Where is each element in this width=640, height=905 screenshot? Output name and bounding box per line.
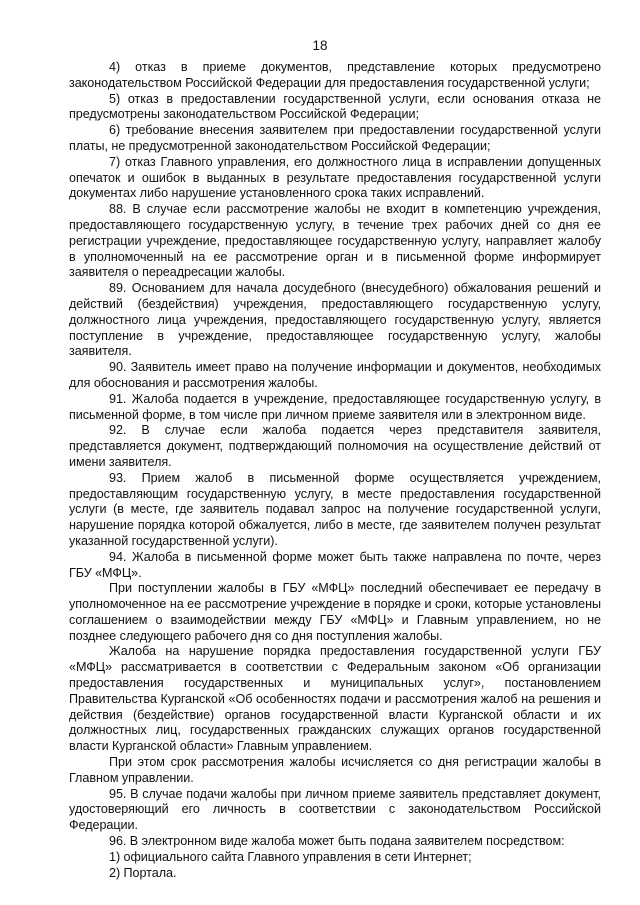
paragraph: 91. Жалоба подается в учреждение, предоставляющее государственную услугу, в письменной форме, в том числе при личном приеме заявителя или в электронном виде. [69,391,601,422]
paragraph: При этом срок рассмотрения жалобы исчисляется со дня регистрации жалобы в Главном управлении. [69,755,601,785]
paragraph: 4) отказ в приеме документов, представление которых предусмотрено законодательством Российской Федерации для предоставления государственной услуги; [69,60,601,90]
paragraph: Жалоба на нарушение порядка предоставления государственной услуги ГБУ «МФЦ» рассматривается в соответствии с Федеральным законом «Об организации предоставления государственных и муниципальных услуг», постановлением Правительства Курганской «Об особенностях подачи и рассмотрения жалоб на решения и действия (бездействие) органов государственной власти Курганской области и их должностных лиц, государственных гражданских служащих органов государственной власти Курганской области» Главным управлением. [69,644,601,754]
paragraph: 88. В случае если рассмотрение жалобы не входит в компетенцию учреждения, предоставляющего государственную услугу, в течение трех рабочих дней со дня ее регистрации учреждение, предоставляющее государственную услугу, направляет жалобу в уполномоченный на ее рассмотрение орган и в письменной форме информирует заявителя о переадресации жалобы. [69,202,601,280]
document-body [69,60,601,881]
paragraph: При поступлении жалобы в ГБУ «МФЦ» последний обеспечивает ее передачу в уполномоченное на ее рассмотрение учреждение в порядке и сроки, которые установлены соглашением о взаимодействии между ГБУ «МФЦ» и Главным управлением, но не позднее следующего рабочего дня со дня поступления жалобы. [69,581,601,643]
paragraph: 94. Жалоба в письменной форме может быть также направлена по почте, через ГБУ «МФЦ». [69,549,601,580]
paragraph: 96. В электронном виде жалоба может быть подана заявителем посредством: [109,834,565,849]
paragraph: 90. Заявитель имеет право на получение информации и документов, необходимых для обоснования и рассмотрения жалобы. [69,360,601,390]
paragraph: 92. В случае если жалоба подается через представителя заявителя, представляется документ, подтверждающий полномочия на осуществление действий от имени заявителя. [69,423,601,469]
paragraph: 93. Прием жалоб в письменной форме осуществляется учреждением, предоставляющим государственную услугу, в месте предоставления государственной услуги (в месте, где заявитель подавал запрос на получение государственной услуги, нарушение порядка которой обжалуется, либо в месте, где заявителем получен результат указанной государственной услуги). [69,470,601,548]
paragraph: 89. Основанием для начала досудебного (внесудебного) обжалования решений и действий (бездействия) учреждения, предоставляющего государственную услугу, должностного лица учреждения, предоставляющего государственную услугу, является поступление в учреждение, предоставляющее государственную услугу, жалобы заявителя. [69,281,601,359]
paragraph: 2) Портала. [109,865,177,880]
paragraph: 7) отказ Главного управления, его должностного лица в исправлении допущенных опечаток и ошибок в выданных в результате предоставления государственной услуги документах либо нарушение установленного срока таких исправлений. [69,154,601,201]
paragraph: 5) отказ в предоставлении государственной услуги, если основания отказа не предусмотрены законодательством Российской Федерации; [69,91,601,122]
paragraph: 95. В случае подачи жалобы при личном приеме заявитель представляет документ, удостоверяющий его личность в соответствии с законодательством Российской Федерации. [69,786,601,833]
paragraph: 6) требование внесения заявителем при предоставлении государственной услуги платы, не предусмотренной законодательством Российской Федерации; [69,123,601,153]
paragraph: 1) официального сайта Главного управления в сети Интернет; [109,849,472,864]
page-number: 18 [312,38,328,53]
